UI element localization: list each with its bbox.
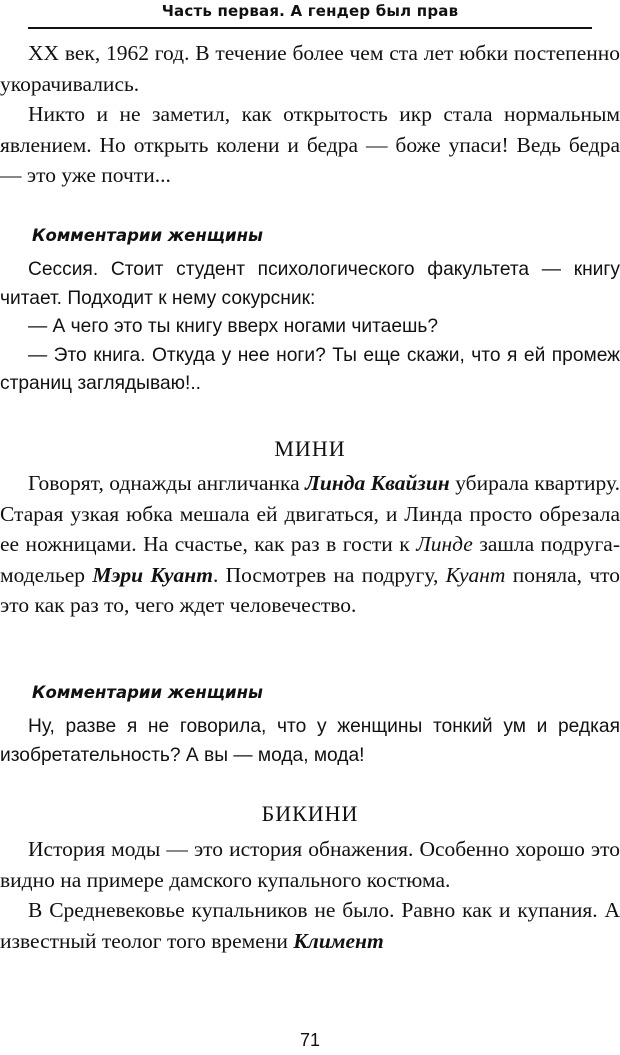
bikini-paragraph-2: [0, 895, 620, 956]
intro-block: [0, 38, 620, 191]
bikini-text-2: В Средневековье купальников не было. Равно как и купания. А известный теолог того времени: [0, 898, 620, 953]
comment2-paragraph-1: Ну, разве я не говорила, что у женщины тонкий ум и редкая изобретательность? А вы — мода, мода!: [0, 716, 620, 766]
comment-heading-2: Комментарии женщины: [32, 683, 263, 702]
mini-text-4: . Посмотрев на подругу,: [212, 562, 446, 587]
header-rule: [28, 27, 592, 29]
mini-paragraph: [0, 468, 620, 621]
mini-text-1: Говорят, однажды англичанка: [28, 471, 306, 495]
bikini-block: [0, 834, 620, 956]
comment1-paragraph-1: Сессия. Стоит студент психологического факультета — книгу читает. Подходит к нему сокурсник:: [0, 259, 620, 309]
person-name-linda-kvaizin: Линда Квайзин: [305, 471, 450, 495]
person-name-quant: Куант: [445, 562, 506, 587]
intro-paragraph-1: XX век, 1962 год. В течение более чем ста лет юбки постепенно укорачивались.: [0, 41, 620, 96]
mini-text-2: убирала квартиру. Старая узкая юбка мешала ей двигаться, и Линда просто обрезала ее ножницами. На счастье, как раз в гости к: [0, 471, 620, 556]
mini-text-5: поняла, что это как раз то, чего ждет человечество.: [0, 562, 620, 617]
section-title-bikini: БИКИНИ: [261, 801, 359, 826]
running-head: Часть первая. А гендер был прав: [161, 2, 459, 20]
comment-heading-1: Комментарии женщины: [32, 226, 263, 245]
comment-block-1: [0, 256, 620, 399]
bikini-paragraph-1: История моды — это история обнажения. Особенно хорошо это видно на примере дамского купального костюма.: [0, 837, 620, 892]
section-title-mini: МИНИ: [274, 436, 346, 461]
person-name-kliment: Климент: [293, 928, 384, 953]
intro-paragraph-2: Никто и не заметил, как открытость икр стала нормальным явлением. Но открыть колени и бедра — боже упаси! Ведь бедра — это уже почти...: [0, 102, 620, 187]
comment1-paragraph-3: — Это книга. Откуда у нее ноги? Ты еще скажи, что я ей промеж страниц заглядываю!..: [0, 344, 620, 394]
person-name-mary-quant: Мэри Куант: [92, 562, 213, 587]
mini-block: [0, 468, 620, 621]
comment-block-2: [0, 713, 620, 770]
comment1-paragraph-2: — А чего это ты книгу вверх ногами читаешь?: [28, 316, 439, 337]
mini-text-3: зашла подруга-модельер: [0, 532, 620, 587]
page-number: 71: [299, 1030, 321, 1050]
person-name-linda: Линде: [416, 532, 473, 556]
